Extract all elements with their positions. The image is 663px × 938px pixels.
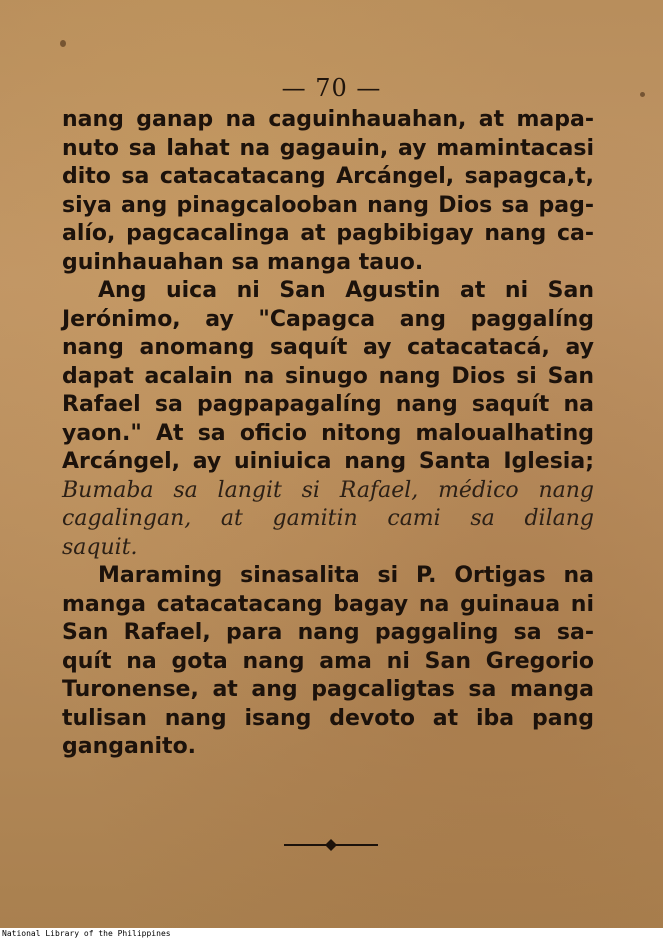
italic-text-line: Bumaba sa langit si Rafael, médico nang [62, 477, 594, 503]
text-line: nang ganap na caguinhauahan, at mapa- [62, 107, 594, 132]
text-line: San Rafael, para nang paggaling sa sa- [62, 620, 594, 645]
text-line: ganganito. [62, 734, 197, 759]
text-line: tulisan nang isang devoto at iba pang [62, 705, 594, 731]
text-line: siya ang pinagcalooban nang Dios sa pag- [62, 192, 594, 218]
text-line: dito sa catacatacang Arcángel, sapagca,t, [62, 164, 594, 189]
italic-text-line: cagalingan, at gamitin cami sa dilang [62, 506, 594, 531]
text-line: Turonense, at ang pagcaligtas sa manga [62, 677, 594, 702]
text-line: Maraming sinasalita si P. Ortigas na [98, 563, 594, 588]
text-line: alío, pagcacalinga at pagbibigay nang ca- [62, 221, 594, 246]
body-text [62, 106, 594, 762]
page-number: — 70 — [281, 74, 382, 102]
text-line: yaon." At sa oficio nitong maloualhating [62, 420, 594, 446]
text-line: Rafael sa pagpapagalíng nang saquít na [62, 392, 594, 417]
library-footer: National Library of the Philippines [2, 929, 171, 938]
text-line: manga catacatacang bagay na guinaua ni [62, 591, 594, 617]
text-line: Jerónimo, ay "Capagca ang paggalíng [62, 306, 594, 332]
italic-text-line: saquit. [62, 534, 138, 560]
text-line: Arcángel, ay uiniuica nang Santa Iglesia; [62, 449, 594, 474]
text-line: nuto sa lahat na gagauin, ay mamintacasi [62, 135, 594, 161]
text-line: Ang uica ni San Agustin at ni San [98, 278, 594, 303]
ornament-divider [284, 837, 378, 853]
ink-spot [60, 40, 66, 47]
text-line: quít na gota nang ama ni San Gregorio [62, 648, 594, 674]
text-line: guinhauahan sa manga tauo. [62, 249, 424, 275]
text-line: dapat acalain na sinugo nang Dios si San [62, 363, 594, 389]
text-line: nang anomang saquít ay catacatacá, ay [62, 335, 594, 360]
